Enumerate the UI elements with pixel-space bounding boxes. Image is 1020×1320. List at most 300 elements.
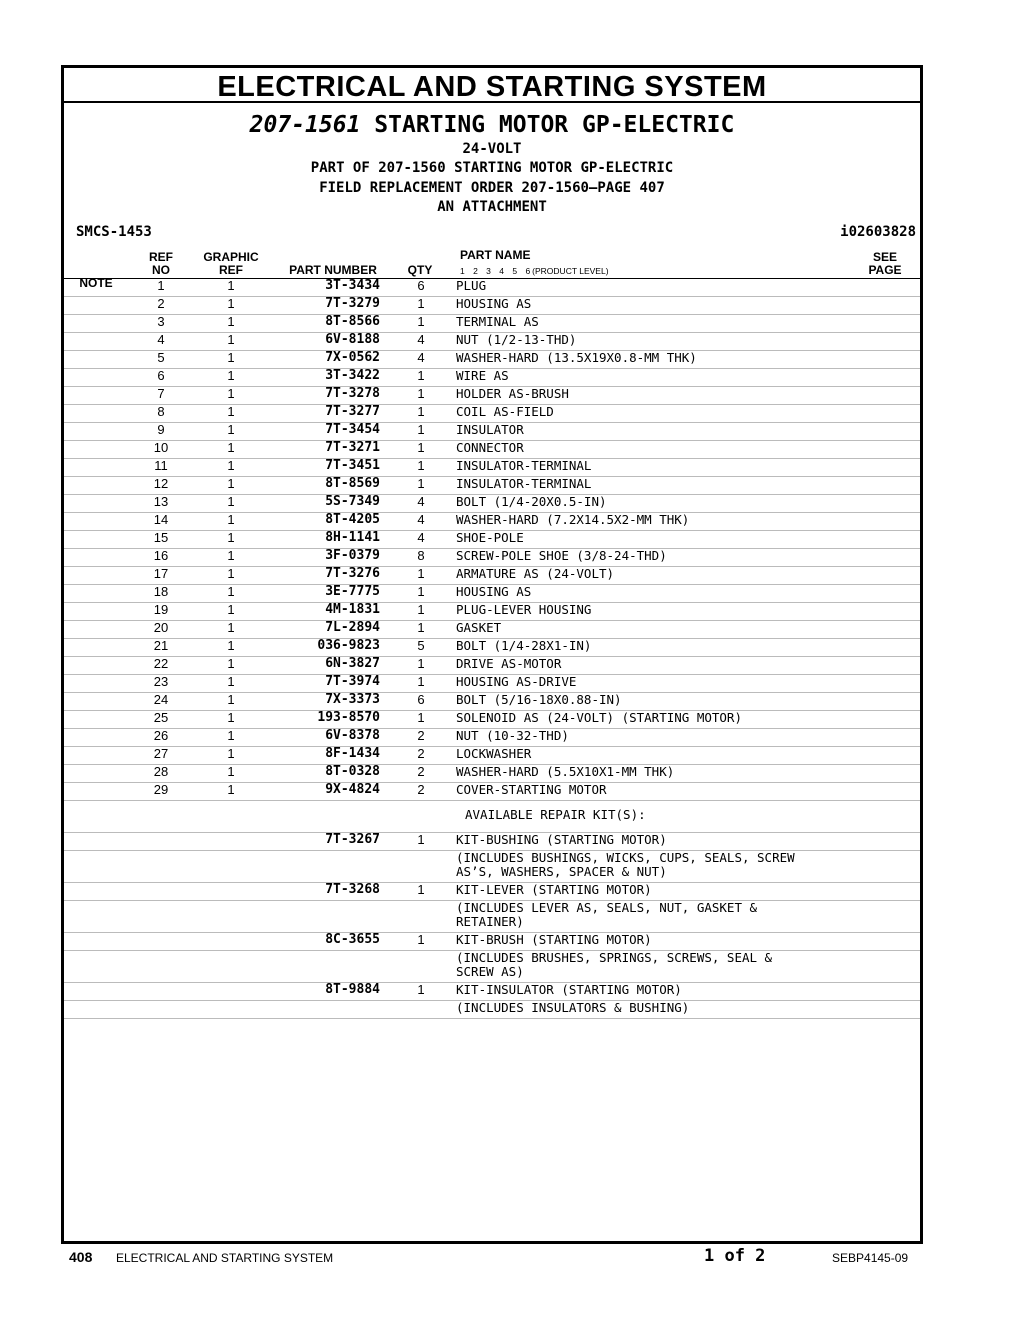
graphic-ref-cell: 1 <box>194 783 268 801</box>
ref-no-cell: 24 <box>128 693 194 711</box>
qty-cell: 1 <box>388 387 454 405</box>
graphic-ref-cell: 1 <box>194 711 268 729</box>
parts-page-frame <box>61 65 923 1244</box>
empty-cell <box>268 801 388 833</box>
ref-no-cell: 28 <box>128 765 194 783</box>
table-row <box>64 639 920 657</box>
part-number-cell: 7T-3271 <box>268 441 388 459</box>
part-name-cell: ARMATURE AS (24-VOLT) <box>454 567 854 585</box>
ref-no-cell: 22 <box>128 657 194 675</box>
ref-no-cell: 20 <box>128 621 194 639</box>
table-row <box>64 441 920 459</box>
graphic-ref-cell: 1 <box>194 531 268 549</box>
part-name-cell: WASHER-HARD (5.5X10X1-MM THK) <box>454 765 854 783</box>
empty-cell <box>388 901 454 933</box>
note-cell <box>64 833 128 851</box>
table-row <box>64 747 920 765</box>
kit-includes-cell: (INCLUDES INSULATORS & BUSHING) <box>454 1001 854 1019</box>
part-number-cell: 7T-3974 <box>268 675 388 693</box>
table-row <box>64 783 920 801</box>
empty-cell <box>268 851 388 883</box>
col-graphic-ref: GRAPHIC REF <box>203 250 259 277</box>
ref-no-cell <box>128 983 194 1001</box>
graphic-ref-cell <box>194 983 268 1001</box>
part-number-cell: 7X-0562 <box>268 351 388 369</box>
note-cell <box>64 675 128 693</box>
empty-cell <box>128 1001 194 1019</box>
graphic-ref-cell: 1 <box>194 315 268 333</box>
qty-cell: 1 <box>388 423 454 441</box>
graphic-ref-cell: 1 <box>194 567 268 585</box>
qty-cell: 2 <box>388 765 454 783</box>
kit-name-cell: KIT-BRUSH (STARTING MOTOR) <box>454 933 854 951</box>
graphic-ref-cell: 1 <box>194 495 268 513</box>
part-name-cell: BOLT (1/4-20X0.5-IN) <box>454 495 854 513</box>
note-cell <box>64 567 128 585</box>
group-number: 207-1561 <box>249 112 361 138</box>
see-page-cell <box>854 315 920 333</box>
note-cell <box>64 783 128 801</box>
table-row <box>64 351 920 369</box>
part-number-cell: 7T-3277 <box>268 405 388 423</box>
graphic-ref-cell: 1 <box>194 747 268 765</box>
see-page-cell <box>854 603 920 621</box>
footer-page-number: 408 <box>69 1249 93 1265</box>
col-part-number: PART NUMBER <box>289 263 377 277</box>
see-page-cell <box>854 441 920 459</box>
qty-cell: 2 <box>388 747 454 765</box>
part-name-cell: WIRE AS <box>454 369 854 387</box>
part-name-cell: NUT (1/2-13-THD) <box>454 333 854 351</box>
ref-no-cell: 5 <box>128 351 194 369</box>
graphic-ref-cell: 1 <box>194 549 268 567</box>
col-see-page: SEE PAGE <box>868 250 902 277</box>
note-cell <box>64 279 128 297</box>
graphic-ref-cell: 1 <box>194 423 268 441</box>
graphic-ref-cell: 1 <box>194 621 268 639</box>
kit-name-cell: KIT-INSULATOR (STARTING MOTOR) <box>454 983 854 1001</box>
table-row <box>64 405 920 423</box>
see-page-cell <box>854 747 920 765</box>
qty-cell: 1 <box>388 675 454 693</box>
note-cell <box>64 621 128 639</box>
note-cell <box>64 477 128 495</box>
graphic-ref-cell: 1 <box>194 639 268 657</box>
group-title <box>64 112 920 138</box>
part-name-cell: NUT (10-32-THD) <box>454 729 854 747</box>
see-page-cell <box>854 297 920 315</box>
kit-row <box>64 933 920 951</box>
see-page-cell <box>854 585 920 603</box>
see-page-cell <box>854 639 920 657</box>
ref-no-cell: 19 <box>128 603 194 621</box>
qty-cell: 5 <box>388 639 454 657</box>
kit-includes-cell: (INCLUDES LEVER AS, SEALS, NUT, GASKET & RETAINER) <box>454 901 854 933</box>
table-row <box>64 513 920 531</box>
empty-cell <box>64 851 128 883</box>
part-name-cell: LOCKWASHER <box>454 747 854 765</box>
qty-cell: 6 <box>388 693 454 711</box>
ref-no-cell: 6 <box>128 369 194 387</box>
see-page-cell <box>854 369 920 387</box>
kit-qty-cell: 1 <box>388 883 454 901</box>
qty-cell: 1 <box>388 369 454 387</box>
empty-cell <box>388 851 454 883</box>
part-name-cell: INSULATOR-TERMINAL <box>454 477 854 495</box>
qty-cell: 1 <box>388 711 454 729</box>
empty-cell <box>128 901 194 933</box>
note-cell <box>64 441 128 459</box>
illustration-id: i02603828 <box>840 224 916 240</box>
qty-cell: 4 <box>388 513 454 531</box>
qty-cell: 1 <box>388 441 454 459</box>
group-field-replacement: FIELD REPLACEMENT ORDER 207-1560—PAGE 407 <box>319 180 665 196</box>
ref-no-cell: 26 <box>128 729 194 747</box>
note-cell <box>64 315 128 333</box>
qty-cell: 4 <box>388 531 454 549</box>
part-number-cell: 8T-4205 <box>268 513 388 531</box>
ref-no-cell <box>128 833 194 851</box>
part-number-cell: 8T-8569 <box>268 477 388 495</box>
part-name-cell: SOLENOID AS (24-VOLT) (STARTING MOTOR) <box>454 711 854 729</box>
kit-qty-cell: 1 <box>388 983 454 1001</box>
empty-cell <box>194 851 268 883</box>
see-page-cell <box>854 933 920 951</box>
graphic-ref-cell <box>194 833 268 851</box>
kit-qty-cell: 1 <box>388 933 454 951</box>
qty-cell: 4 <box>388 351 454 369</box>
kit-name-cell: KIT-LEVER (STARTING MOTOR) <box>454 883 854 901</box>
note-cell <box>64 459 128 477</box>
see-page-cell <box>854 783 920 801</box>
see-page-cell <box>854 621 920 639</box>
qty-cell: 4 <box>388 333 454 351</box>
qty-cell: 8 <box>388 549 454 567</box>
ref-no-cell: 25 <box>128 711 194 729</box>
note-cell <box>64 639 128 657</box>
section-title: ELECTRICAL AND STARTING SYSTEM <box>64 68 920 103</box>
col-note: NOTE <box>79 276 113 290</box>
see-page-cell <box>854 983 920 1001</box>
empty-cell <box>268 951 388 983</box>
note-cell <box>64 657 128 675</box>
part-number-cell: 8H-1141 <box>268 531 388 549</box>
see-page-cell <box>854 459 920 477</box>
part-name-cell: INSULATOR-TERMINAL <box>454 459 854 477</box>
part-number-cell: 9X-4824 <box>268 783 388 801</box>
col-part-name: PART NAME <box>460 248 531 262</box>
ref-no-cell: 16 <box>128 549 194 567</box>
empty-cell <box>64 901 128 933</box>
group-subtitle-voltage: 24-VOLT <box>462 141 522 157</box>
parts-table <box>64 279 920 1019</box>
part-number-cell: 4M-1831 <box>268 603 388 621</box>
graphic-ref-cell: 1 <box>194 585 268 603</box>
qty-cell: 1 <box>388 297 454 315</box>
kit-includes-row <box>64 851 920 883</box>
graphic-ref-cell: 1 <box>194 405 268 423</box>
part-number-cell: 6V-8378 <box>268 729 388 747</box>
smcs-code: SMCS-1453 <box>76 224 152 240</box>
graphic-ref-cell: 1 <box>194 513 268 531</box>
ref-no-cell: 7 <box>128 387 194 405</box>
note-cell <box>64 933 128 951</box>
ref-no-cell: 11 <box>128 459 194 477</box>
ref-no-cell: 15 <box>128 531 194 549</box>
graphic-ref-cell: 1 <box>194 279 268 297</box>
kit-part-number-cell: 7T-3268 <box>268 883 388 901</box>
graphic-ref-cell: 1 <box>194 351 268 369</box>
see-page-cell <box>854 657 920 675</box>
part-name-cell: HOUSING AS-DRIVE <box>454 675 854 693</box>
kit-row <box>64 983 920 1001</box>
ref-no-cell: 18 <box>128 585 194 603</box>
see-page-cell <box>854 549 920 567</box>
see-page-cell <box>854 567 920 585</box>
table-row <box>64 369 920 387</box>
qty-cell: 1 <box>388 657 454 675</box>
part-number-cell: 6V-8188 <box>268 333 388 351</box>
ref-no-cell: 13 <box>128 495 194 513</box>
qty-cell: 2 <box>388 783 454 801</box>
part-number-cell: 193-8570 <box>268 711 388 729</box>
empty-cell <box>388 951 454 983</box>
group-attachment: AN ATTACHMENT <box>437 199 547 215</box>
part-name-cell: BOLT (5/16-18X0.88-IN) <box>454 693 854 711</box>
kit-part-number-cell: 8C-3655 <box>268 933 388 951</box>
graphic-ref-cell: 1 <box>194 369 268 387</box>
ref-no-cell: 12 <box>128 477 194 495</box>
part-number-cell: 036-9823 <box>268 639 388 657</box>
table-row <box>64 603 920 621</box>
empty-cell <box>128 801 194 833</box>
kit-qty-cell: 1 <box>388 833 454 851</box>
ref-no-cell: 4 <box>128 333 194 351</box>
empty-cell <box>194 1001 268 1019</box>
part-name-cell: HOUSING AS <box>454 297 854 315</box>
graphic-ref-cell: 1 <box>194 603 268 621</box>
empty-cell <box>388 1001 454 1019</box>
see-page-cell <box>854 833 920 851</box>
group-part-of: PART OF 207-1560 STARTING MOTOR GP-ELECTRIC <box>310 160 674 176</box>
part-name-cell: SCREW-POLE SHOE (3/8-24-THD) <box>454 549 854 567</box>
empty-cell <box>194 951 268 983</box>
see-page-cell <box>854 729 920 747</box>
kit-part-number-cell: 7T-3267 <box>268 833 388 851</box>
part-name-cell: COIL AS-FIELD <box>454 405 854 423</box>
ref-no-cell: 21 <box>128 639 194 657</box>
empty-cell <box>64 801 128 833</box>
note-cell <box>64 405 128 423</box>
table-row <box>64 729 920 747</box>
col-qty: QTY <box>407 263 433 277</box>
graphic-ref-cell: 1 <box>194 675 268 693</box>
see-page-cell <box>854 765 920 783</box>
table-row <box>64 297 920 315</box>
ref-no-cell: 3 <box>128 315 194 333</box>
see-page-cell <box>854 951 920 983</box>
part-name-cell: GASKET <box>454 621 854 639</box>
table-row <box>64 333 920 351</box>
qty-cell: 1 <box>388 459 454 477</box>
note-cell <box>64 387 128 405</box>
see-page-cell <box>854 901 920 933</box>
graphic-ref-cell: 1 <box>194 729 268 747</box>
group-name: STARTING MOTOR GP-ELECTRIC <box>374 112 735 138</box>
note-cell <box>64 369 128 387</box>
table-row <box>64 711 920 729</box>
graphic-ref-cell: 1 <box>194 459 268 477</box>
qty-cell: 1 <box>388 477 454 495</box>
table-row <box>64 495 920 513</box>
ref-no-cell: 27 <box>128 747 194 765</box>
part-number-cell: 3E-7775 <box>268 585 388 603</box>
qty-cell: 1 <box>388 603 454 621</box>
kits-heading: AVAILABLE REPAIR KIT(S): <box>454 801 854 833</box>
see-page-cell <box>854 851 920 883</box>
see-page-cell <box>854 477 920 495</box>
empty-cell <box>64 1001 128 1019</box>
note-cell <box>64 983 128 1001</box>
table-row <box>64 657 920 675</box>
table-row <box>64 315 920 333</box>
kit-row <box>64 833 920 851</box>
ref-no-cell: 9 <box>128 423 194 441</box>
table-row <box>64 531 920 549</box>
empty-cell <box>268 901 388 933</box>
part-number-cell: 5S-7349 <box>268 495 388 513</box>
see-page-cell <box>854 423 920 441</box>
see-page-cell <box>854 883 920 901</box>
kit-includes-row <box>64 901 920 933</box>
note-cell <box>64 747 128 765</box>
part-number-cell: 7L-2894 <box>268 621 388 639</box>
part-number-cell: 6N-3827 <box>268 657 388 675</box>
product-levels: 1 2 3 4 5 6 (PRODUCT LEVEL) <box>460 266 609 276</box>
part-number-cell: 3F-0379 <box>268 549 388 567</box>
empty-cell <box>194 801 268 833</box>
part-name-cell: HOLDER AS-BRUSH <box>454 387 854 405</box>
table-row <box>64 549 920 567</box>
table-row <box>64 567 920 585</box>
ref-no-cell: 2 <box>128 297 194 315</box>
graphic-ref-cell: 1 <box>194 333 268 351</box>
part-name-cell: CONNECTOR <box>454 441 854 459</box>
see-page-cell <box>854 279 920 297</box>
kit-includes-cell: (INCLUDES BUSHINGS, WICKS, CUPS, SEALS, SCREW AS’S, WASHERS, SPACER & NUT) <box>454 851 854 883</box>
empty-cell <box>128 851 194 883</box>
kits-heading-row <box>64 801 920 833</box>
see-page-cell <box>854 693 920 711</box>
qty-cell: 6 <box>388 279 454 297</box>
table-row <box>64 693 920 711</box>
graphic-ref-cell <box>194 933 268 951</box>
note-cell <box>64 495 128 513</box>
part-number-cell: 8T-8566 <box>268 315 388 333</box>
part-name-cell: INSULATOR <box>454 423 854 441</box>
ref-no-cell: 17 <box>128 567 194 585</box>
part-name-cell: PLUG-LEVER HOUSING <box>454 603 854 621</box>
part-name-cell: TERMINAL AS <box>454 315 854 333</box>
table-row <box>64 477 920 495</box>
kit-row <box>64 883 920 901</box>
ref-no-cell <box>128 933 194 951</box>
footer-section: ELECTRICAL AND STARTING SYSTEM <box>116 1251 334 1265</box>
see-page-cell <box>854 387 920 405</box>
qty-cell: 1 <box>388 621 454 639</box>
note-cell <box>64 711 128 729</box>
see-page-cell <box>854 405 920 423</box>
empty-cell <box>128 951 194 983</box>
note-cell <box>64 765 128 783</box>
qty-cell: 1 <box>388 405 454 423</box>
ref-no-cell: 10 <box>128 441 194 459</box>
note-cell <box>64 297 128 315</box>
part-name-cell: BOLT (1/4-28X1-IN) <box>454 639 854 657</box>
ref-no-cell: 29 <box>128 783 194 801</box>
note-cell <box>64 729 128 747</box>
ref-no-cell: 14 <box>128 513 194 531</box>
part-number-cell: 7T-3454 <box>268 423 388 441</box>
part-number-cell: 8F-1434 <box>268 747 388 765</box>
part-name-cell: COVER-STARTING MOTOR <box>454 783 854 801</box>
see-page-cell <box>854 711 920 729</box>
graphic-ref-cell: 1 <box>194 765 268 783</box>
qty-cell: 1 <box>388 315 454 333</box>
table-row <box>64 621 920 639</box>
note-cell <box>64 531 128 549</box>
graphic-ref-cell: 1 <box>194 477 268 495</box>
ref-no-cell: 1 <box>128 279 194 297</box>
ref-no-cell <box>128 883 194 901</box>
table-row <box>64 459 920 477</box>
kit-includes-cell: (INCLUDES BRUSHES, SPRINGS, SCREWS, SEAL & SCREW AS) <box>454 951 854 983</box>
part-number-cell: 7T-3276 <box>268 567 388 585</box>
note-cell <box>64 333 128 351</box>
note-cell <box>64 549 128 567</box>
note-cell <box>64 693 128 711</box>
table-row <box>64 279 920 297</box>
part-number-cell: 8T-0328 <box>268 765 388 783</box>
note-cell <box>64 585 128 603</box>
note-cell <box>64 423 128 441</box>
footer-page-count: 1 of 2 <box>704 1246 766 1266</box>
part-number-cell: 3T-3434 <box>268 279 388 297</box>
kit-name-cell: KIT-BUSHING (STARTING MOTOR) <box>454 833 854 851</box>
see-page-cell <box>854 675 920 693</box>
see-page-cell <box>854 531 920 549</box>
see-page-cell <box>854 351 920 369</box>
empty-cell <box>194 901 268 933</box>
table-row <box>64 585 920 603</box>
kit-part-number-cell: 8T-9884 <box>268 983 388 1001</box>
table-row <box>64 765 920 783</box>
graphic-ref-cell: 1 <box>194 297 268 315</box>
kit-includes-row <box>64 1001 920 1019</box>
empty-cell <box>388 801 454 833</box>
qty-cell: 4 <box>388 495 454 513</box>
part-number-cell: 7X-3373 <box>268 693 388 711</box>
part-number-cell: 7T-3278 <box>268 387 388 405</box>
see-page-cell <box>854 513 920 531</box>
qty-cell: 1 <box>388 585 454 603</box>
table-row <box>64 423 920 441</box>
col-ref-no: REF NO <box>149 250 173 277</box>
part-name-cell: DRIVE AS-MOTOR <box>454 657 854 675</box>
see-page-cell <box>854 333 920 351</box>
empty-cell <box>854 801 920 833</box>
graphic-ref-cell: 1 <box>194 657 268 675</box>
